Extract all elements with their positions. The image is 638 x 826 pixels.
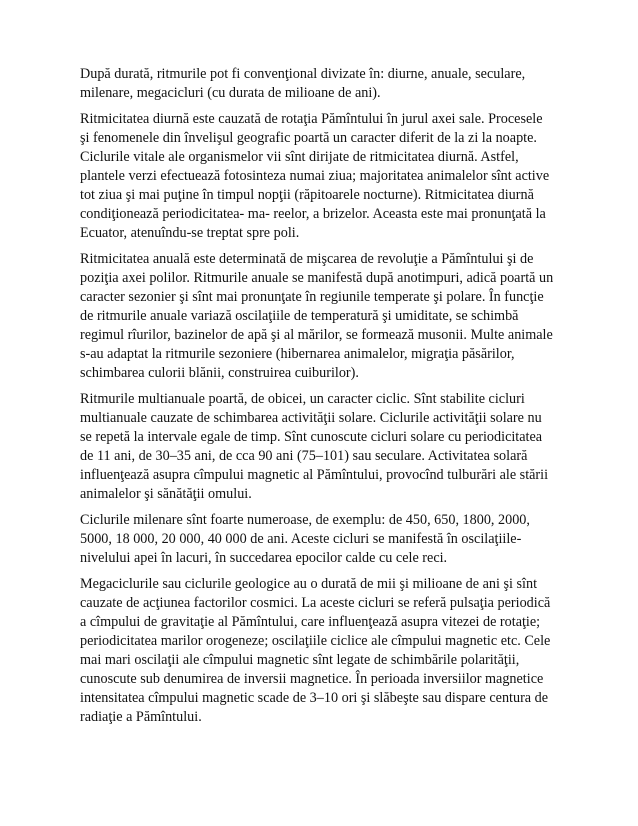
text-line: caracter sezonier şi sînt mai pronunţate în regiunile temperate şi polare. În funcţie	[80, 289, 544, 305]
text-line: Ciclurile vitale ale organismelor vii sînt dirijate de ritmicitatea diurnă. Astfel,	[80, 149, 519, 165]
text-line: Ritmicitatea diurnă este cauzată de rotaţia Pămîntului în jurul axei sale. Procesele	[80, 111, 543, 127]
paragraph-rhythm-durations	[80, 65, 570, 103]
text-line: şi fenomenele din învelişul geografic poartă un caracter diferit de la zi la noapte.	[80, 130, 537, 146]
text-line: de 11 ani, de 30–35 ani, de cca 90 ani (75–101) sau seculare. Activitatea solară	[80, 448, 528, 464]
text-line: condiţionează periodicitatea- ma- reelor, a brizelor. Aceasta este mai pronunţată la	[80, 206, 546, 222]
text-line: Ritmicitatea anuală este determinată de mişcarea de revoluţie a Pămîntului şi de	[80, 251, 534, 267]
text-line: schimbarea culorii blănii, construirea cuiburilor).	[80, 365, 359, 381]
paragraph-millennial-cycles	[80, 511, 570, 568]
text-line: s-au adaptat la ritmurile sezoniere (hibernarea animalelor, migraţia păsărilor,	[80, 346, 515, 362]
text-line: intensitatea cîmpului magnetic scade de 3–10 ori şi slăbeşte sau dispare centura de	[80, 690, 549, 706]
text-line: nivelului apei în lacuri, în succedarea epocilor calde cu cele reci.	[80, 550, 448, 566]
text-line: poziţia axei polilor. Ritmurile anuale se manifestă după anotimpuri, adică poartă un	[80, 270, 554, 286]
paragraph-multiannual-rhythm	[80, 390, 570, 504]
paragraph-annual-rhythm	[80, 250, 570, 383]
text-line: După durată, ritmurile pot fi convenţional divizate în: diurne, anuale, seculare,	[80, 66, 526, 82]
text-line: influenţează asupra cîmpului magnetic al Pămîntului, provocînd tulburări ale stării	[80, 467, 549, 483]
text-line: tot ziua şi mai puţine în timpul nopţii (răpitoarele nocturne). Ritmicitatea diurnă	[80, 187, 534, 203]
text-line: plantele verzi efectuează fotosinteza numai ziua; majoritatea animalelor sînt active	[80, 168, 550, 184]
text-line: radiaţie a Pămîntului.	[80, 709, 202, 725]
text-line: se repetă la intervale egale de timp. Sînt cunoscute cicluri solare cu periodicitatea	[80, 429, 543, 445]
text-line: mai mari oscilaţii ale cîmpului magnetic sînt legate de schimbările polarităţii,	[80, 652, 520, 668]
text-line: de ritmurile anuale variază oscilaţiile de temperatură şi umiditate, se schimbă	[80, 308, 519, 324]
text-line: 5000, 18 000, 20 000, 40 000 de ani. Aceste cicluri se manifestă în oscilaţiile-	[80, 531, 522, 547]
text-line: periodicitatea marilor orogeneze; oscilaţiile ciclice ale cîmpului magnetic etc. Cele	[80, 633, 551, 649]
text-line: multianuale cauzate de schimbarea activităţii solare. Ciclurile activităţii solare nu	[80, 410, 542, 426]
text-line: regimul rîurilor, bazinelor de apă şi al mărilor, se formează musonii. Multe animale	[80, 327, 553, 343]
text-line: Ecuator, atenuîndu-se treptat spre poli.	[80, 225, 300, 241]
text-line: animalelor şi sănătăţii omului.	[80, 486, 252, 502]
text-line: cauzate de acţiunea factorilor cosmici. La aceste cicluri se referă pulsaţia periodică	[80, 595, 551, 611]
text-line: a cîmpului de gravitaţie al Pămîntului, care influenţează asupra vitezei de rotaţie;	[80, 614, 541, 630]
text-line: Ciclurile milenare sînt foarte numeroase, de exemplu: de 450, 650, 1800, 2000,	[80, 512, 530, 528]
text-line: Ritmurile multianuale poartă, de obicei, un caracter ciclic. Sînt stabilite cicluri	[80, 391, 525, 407]
text-line: Megaciclurile sau ciclurile geologice au o durată de mii şi milioane de ani şi sînt	[80, 576, 538, 592]
paragraph-diurnal-rhythm	[80, 110, 570, 243]
paragraph-megacycles	[80, 575, 570, 727]
text-line: milenare, megacicluri (cu durata de milioane de ani).	[80, 85, 381, 101]
text-line: cunoscute sub denumirea de inversii magnetice. În perioada inversiilor magnetice	[80, 671, 544, 687]
